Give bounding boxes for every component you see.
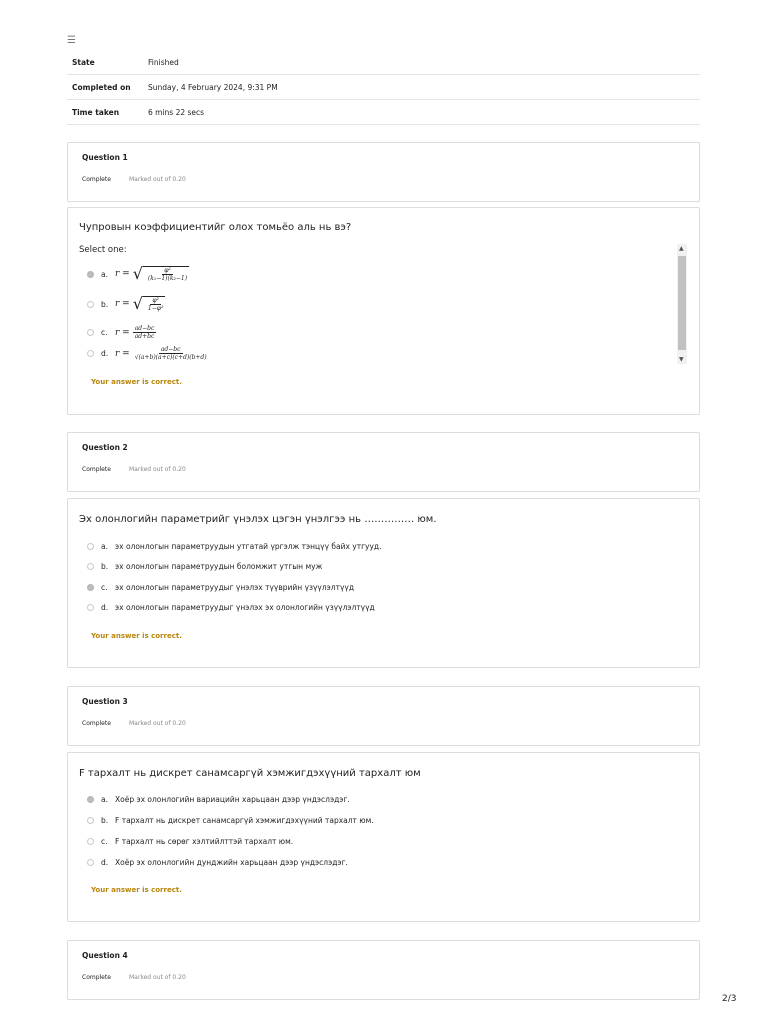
option-a[interactable] xyxy=(87,266,189,282)
option-c[interactable] xyxy=(87,583,354,592)
attempt-summary-table xyxy=(67,50,700,125)
option-letter: b. xyxy=(101,816,109,825)
question-mark: Marked out of 0.20 xyxy=(129,974,186,981)
option-letter: d. xyxy=(101,858,109,867)
radio-button[interactable] xyxy=(87,271,94,278)
question-number: Question 1 xyxy=(82,153,128,162)
option-text: эх олонлогын параметруудын боломжит утгын муж xyxy=(115,562,323,571)
option-letter: b. xyxy=(101,299,109,309)
option-a[interactable] xyxy=(87,542,382,551)
summary-label: State xyxy=(67,50,143,75)
option-text: Хоёр эх олонлогийн вариацийн харьцаан дээр үндэслэдэг. xyxy=(115,795,350,804)
menu-icon[interactable]: ☰ xyxy=(67,35,76,46)
summary-label: Completed on xyxy=(67,75,143,100)
question-state: Complete xyxy=(82,720,111,727)
option-d[interactable] xyxy=(87,858,348,867)
question-state: Complete xyxy=(82,176,111,183)
option-text: F тархалт нь дискрет санамсаргүй хэмжигдэхүүний тархалт юм. xyxy=(115,816,374,825)
question-2-content xyxy=(67,498,700,668)
question-number: Question 3 xyxy=(82,697,128,706)
scrollbar-thumb[interactable] xyxy=(678,256,686,350)
question-3-info xyxy=(67,686,700,746)
select-one-label: Select one: xyxy=(79,245,127,255)
question-number: Question 2 xyxy=(82,443,128,452)
option-text: F тархалт нь сөрөг хэлтийлттэй тархалт юм. xyxy=(115,837,294,846)
radio-button[interactable] xyxy=(87,584,94,591)
summary-value: Sunday, 4 February 2024, 9:31 PM xyxy=(143,75,700,100)
question-state: Complete xyxy=(82,466,111,473)
summary-row-state xyxy=(67,50,700,75)
summary-value: Finished xyxy=(143,50,700,75)
radio-button[interactable] xyxy=(87,859,94,866)
summary-row-time xyxy=(67,100,700,125)
option-letter: d. xyxy=(101,603,109,612)
scroll-down-arrow-icon[interactable]: ▼ xyxy=(679,356,684,363)
question-number: Question 4 xyxy=(82,951,128,960)
option-b[interactable] xyxy=(87,562,322,571)
feedback-correct: Your answer is correct. xyxy=(91,378,182,386)
summary-value: 6 mins 22 secs xyxy=(143,100,700,125)
option-a[interactable] xyxy=(87,795,350,804)
question-state: Complete xyxy=(82,974,111,981)
option-letter: d. xyxy=(101,349,109,358)
option-letter: c. xyxy=(101,583,108,592)
radio-button[interactable] xyxy=(87,350,94,357)
radio-button[interactable] xyxy=(87,301,94,308)
question-2-info xyxy=(67,432,700,492)
option-letter: a. xyxy=(101,795,108,804)
question-1-content xyxy=(67,207,700,415)
question-mark: Marked out of 0.20 xyxy=(129,176,186,183)
question-text: Эх олонлогийн параметрийг үнэлэх цэгэн үнэлгээ нь …………… юм. xyxy=(79,514,437,525)
radio-button[interactable] xyxy=(87,604,94,611)
option-b[interactable] xyxy=(87,816,374,825)
question-4-info xyxy=(67,940,700,1000)
feedback-correct: Your answer is correct. xyxy=(91,886,182,894)
feedback-correct: Your answer is correct. xyxy=(91,632,182,640)
option-letter: c. xyxy=(101,837,108,846)
option-letter: c. xyxy=(101,328,108,337)
page-number: 2/3 xyxy=(722,994,737,1004)
option-text: Хоёр эх олонлогийн дунджийн харьцаан дээр үндэслэдэг. xyxy=(115,858,348,867)
summary-label: Time taken xyxy=(67,100,143,125)
option-c[interactable] xyxy=(87,837,293,846)
option-letter: b. xyxy=(101,562,109,571)
summary-row-completed xyxy=(67,75,700,100)
option-text: эх олонлогын параметруудыг үнэлэх эх олонлогийн үзүүлэлтүүд xyxy=(115,603,375,612)
radio-button[interactable] xyxy=(87,838,94,845)
option-text: эх олонлогын параметруудыг үнэлэх түүврийн үзүүлэлтүүд xyxy=(115,583,355,592)
formula-a: r = √ $\frac{\text{φ²}}{\text{(k₁−1)(k₂−1)}}$ xyxy=(115,264,188,283)
options-scrollbar[interactable] xyxy=(677,244,687,364)
question-text: F тархалт нь дискрет санамсаргүй хэмжигдэхүүний тархалт юм xyxy=(79,768,421,779)
formula-c: r = $\frac{ad-bc}{ad+bc}$ xyxy=(115,325,155,340)
option-letter: a. xyxy=(101,542,108,551)
radio-button[interactable] xyxy=(87,329,94,336)
option-b[interactable] xyxy=(87,296,165,312)
formula-d: r = $\frac{ad-bc}{√(a+b)(a+c)(c+d)(b+d)}$ xyxy=(115,346,207,361)
question-text: Чупровын коэффициентийг олох томьёо аль нь вэ? xyxy=(79,222,352,233)
formula-b: r = √ $\frac{\text{φ²}}{\text{1−φ²}}$ xyxy=(115,294,164,313)
scroll-up-arrow-icon[interactable]: ▲ xyxy=(679,245,684,252)
question-mark: Marked out of 0.20 xyxy=(129,466,186,473)
radio-button[interactable] xyxy=(87,543,94,550)
question-3-content xyxy=(67,752,700,922)
question-1-info xyxy=(67,142,700,202)
radio-button[interactable] xyxy=(87,817,94,824)
option-letter: a. xyxy=(101,269,108,279)
option-d[interactable] xyxy=(87,603,375,612)
option-c[interactable] xyxy=(87,325,156,340)
radio-button[interactable] xyxy=(87,796,94,803)
option-text: эх олонлогын параметруудын утгатай үргэлж тэнцүү байх утгууд. xyxy=(115,542,382,551)
option-d[interactable] xyxy=(87,346,209,361)
radio-button[interactable] xyxy=(87,563,94,570)
question-mark: Marked out of 0.20 xyxy=(129,720,186,727)
